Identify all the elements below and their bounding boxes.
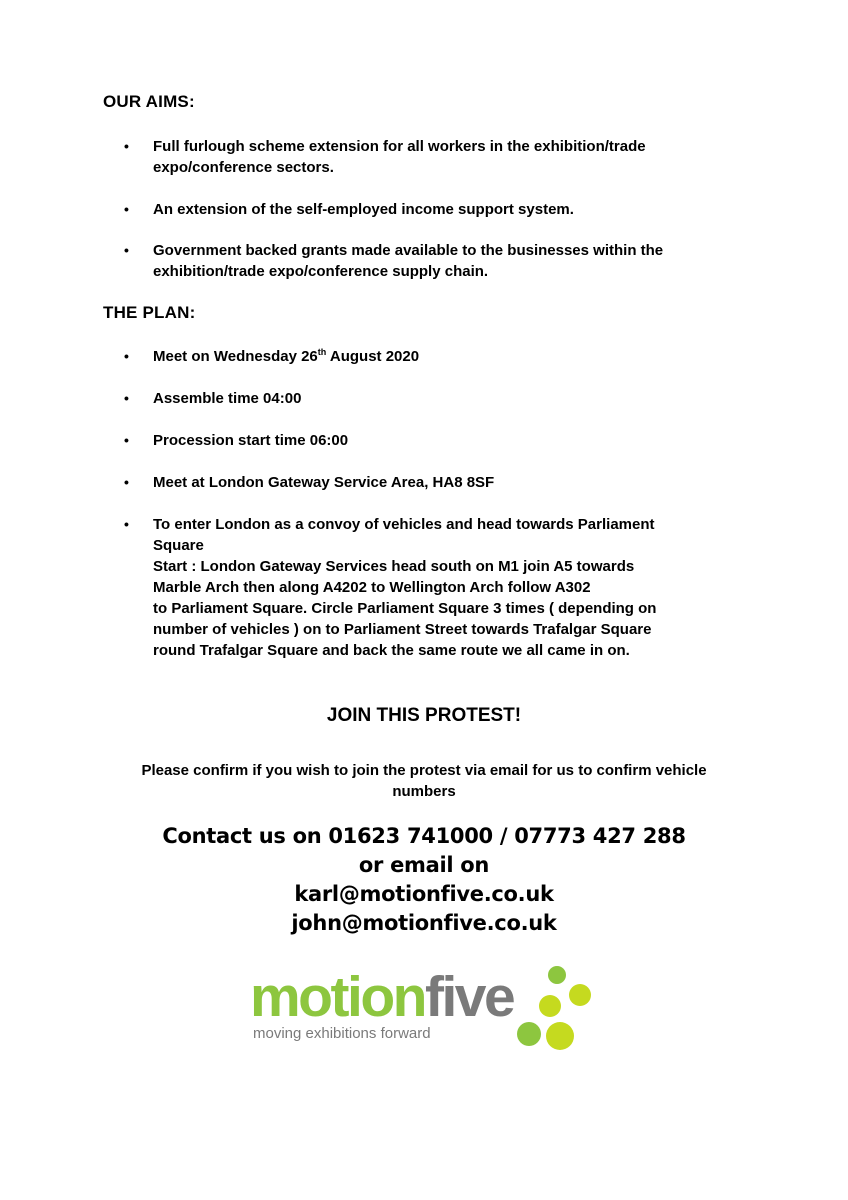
aims-item-1: • Full furlough scheme extension for all workers in the exhibition/trade expo/conference sectors.: [124, 138, 646, 176]
contact-or-email: or email on: [358, 853, 490, 877]
confirm-text: Please confirm if you wish to join the protest via email for us to confirm vehicle numbers: [141, 762, 707, 800]
logo-dot: [569, 984, 591, 1006]
join-heading: JOIN THIS PROTEST!: [326, 705, 522, 726]
bullet-icon: •: [124, 138, 129, 154]
bullet-icon: •: [124, 474, 129, 490]
logo-word-motion: motion: [250, 965, 425, 1029]
contact-email-john: john@motionfive.co.uk: [291, 911, 557, 935]
plan-item-procession: • Procession start time 06:00: [124, 432, 349, 449]
plan-item-location: • Meet at London Gateway Service Area, HA8 8SF: [124, 474, 495, 491]
logo-dot: [546, 1022, 574, 1050]
logo-dots-icon: [517, 966, 591, 1050]
aims-heading: OUR AIMS:: [103, 92, 195, 111]
plan-item-route: • To enter London as a convoy of vehicles and head towards Parliament Square Start : London Gateway Services head south on M1 join A5 towards Marble Arch then along A4202 to Wellington Arch follow A302 to Parliament Square. Circle Parliament Square 3 times ( depending on number of vehicles ) on to Parliament Street towards Trafalgar Square round Trafalgar Square and back the same route we all came in on.: [124, 516, 657, 659]
bullet-icon: •: [124, 348, 129, 364]
logo-tagline: moving exhibitions forward: [253, 1025, 431, 1042]
plan-item-meet-date: • Meet on Wednesday 26th August 2020: [124, 347, 420, 365]
logo-dot: [517, 1022, 541, 1046]
logo-word-five: five: [424, 965, 514, 1029]
bullet-icon: •: [124, 390, 129, 406]
bullet-icon: •: [124, 516, 129, 532]
contact-block: [0, 822, 848, 938]
contact-email-karl: karl@motionfive.co.uk: [294, 882, 554, 906]
contact-phone: Contact us on 01623 741000 / 07773 427 288: [162, 824, 686, 848]
aims-item-2: • An extension of the self-employed income support system.: [124, 201, 574, 218]
motionfive-logo: [245, 958, 615, 1058]
svg-text:motionfive: [250, 965, 514, 1029]
logo-dot: [539, 995, 561, 1017]
aims-item-3: • Government backed grants made available to the businesses within the exhibition/trade expo/conference supply chain.: [124, 242, 664, 280]
plan-item-assemble: • Assemble time 04:00: [124, 390, 302, 407]
bullet-icon: •: [124, 242, 129, 258]
logo-dot: [548, 966, 566, 984]
bullet-icon: •: [124, 201, 129, 217]
bullet-icon: •: [124, 432, 129, 448]
plan-heading: THE PLAN:: [103, 303, 196, 322]
